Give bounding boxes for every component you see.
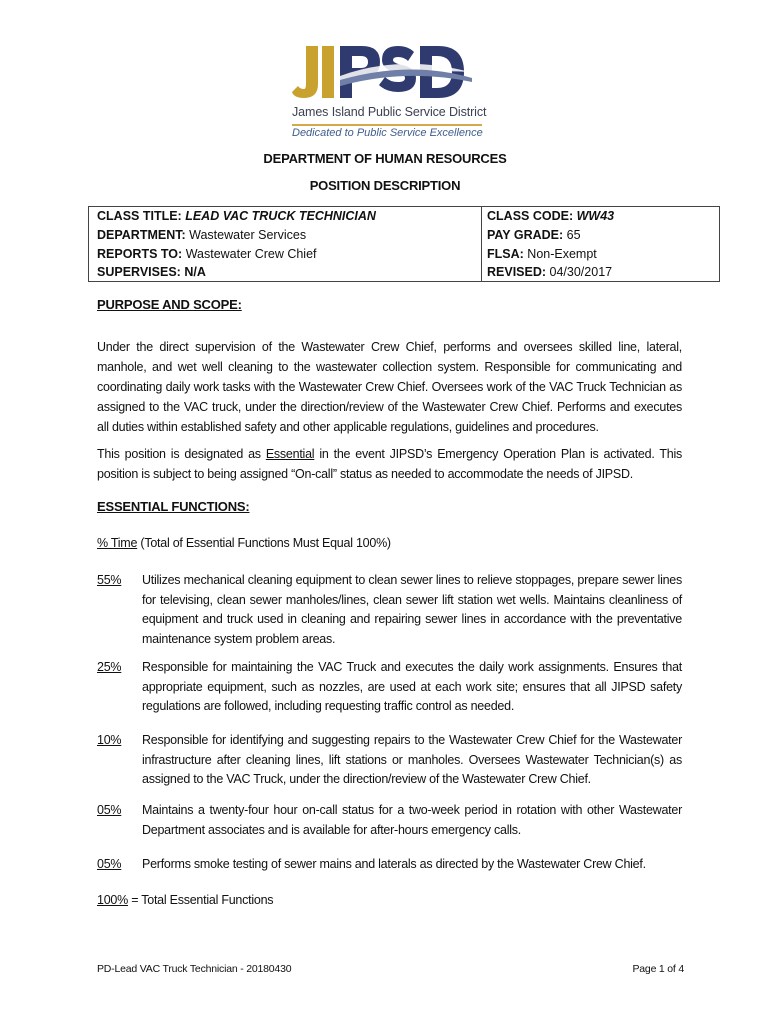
supervises-label: SUPERVISES: — [97, 265, 181, 279]
function-text: Maintains a twenty-four hour on-call status for a two-week period in rotation with other Wastewater Department associates and is available for after-hours emergency calls. — [142, 803, 682, 837]
class-code-row — [487, 207, 614, 226]
flsa-row — [487, 245, 597, 264]
department-heading: DEPARTMENT OF HUMAN RESOURCES — [263, 151, 507, 166]
jipsd-logo-mark — [292, 44, 486, 104]
revised-value: 04/30/2017 — [549, 265, 613, 279]
supervises-value: N/A — [184, 265, 206, 279]
flsa-label: FLSA: — [487, 247, 524, 261]
function-percent: 25% — [97, 660, 122, 674]
document-title: POSITION DESCRIPTION — [309, 178, 461, 193]
jipsd-logo — [292, 44, 486, 144]
reports-to-row — [97, 245, 317, 264]
department-value: Wastewater Services — [189, 228, 307, 242]
function-text: Performs smoke testing of sewer mains and laterals as directed by the Wastewater Crew Chief. — [142, 857, 646, 871]
essential-underlined: Essential — [265, 447, 315, 461]
position-info-table — [88, 206, 720, 282]
class-title-value: LEAD VAC TRUCK TECHNICIAN — [185, 209, 376, 223]
class-code-label: CLASS CODE: — [487, 209, 574, 223]
logo-subtitle: James Island Public Service District — [292, 105, 487, 119]
function-percent: 05% — [97, 857, 122, 871]
pay-grade-row — [487, 226, 581, 245]
total-text: = Total Essential Functions — [127, 893, 274, 907]
logo-divider — [292, 124, 482, 126]
function-text: Utilizes mechanical cleaning equipment to clean sewer lines to relieve stoppages, prepare sewer lines for televising, clean sewer manholes/lines, clean sewer lift station wet wells. Maintains cleanliness of equipment and truck used in cleaning and repairing sewer lines in accordance with the preventative maintenance system problem areas. — [142, 573, 682, 646]
essential-designation-paragraph — [97, 444, 682, 484]
class-title-row — [97, 207, 376, 226]
footer-document-id: PD-Lead VAC Truck Technician - 20180430 — [97, 963, 292, 975]
logo-tagline: Dedicated to Public Service Excellence — [292, 127, 483, 139]
revised-label: REVISED: — [487, 265, 547, 279]
total-line — [97, 891, 697, 911]
designation-text-end: in the event JIPSD’s Emergency Operation Plan is activated. This position is subject to being assigned “On-call” status as needed to accommodate the needs of JIPSD. — [97, 447, 682, 481]
purpose-paragraph: Under the direct supervision of the Wastewater Crew Chief, performs and oversees skilled line, lateral, manhole, and wet well cleaning to the wastewater collection system. Responsible for communicating and coordinating daily work tasks with the Wastewater Crew Chief. Oversees work of the VAC Truck Technician as assigned to the VAC truck, under the direction/review of the Wastewater Crew Chief. Performs and executes all duties within established safety and other applicable regulations, guidelines and procedures. — [97, 340, 682, 434]
supervises-row — [97, 263, 206, 282]
essential-functions-heading: ESSENTIAL FUNCTIONS: — [97, 499, 250, 514]
function-percent: 55% — [97, 573, 122, 587]
function-text: Responsible for identifying and suggesting repairs to the Wastewater Crew Chief for the Wastewater infrastructure after cleaning lines, lift stations or manholes. Oversees Wastewater Technician(s) as assigned to the VAC Truck, under the direction/review of the Wastewater Crew Chief. — [142, 733, 682, 786]
designation-text-start: This position is designated as — [97, 447, 266, 461]
reports-to-label: REPORTS TO: — [97, 247, 183, 261]
time-note — [97, 534, 697, 554]
purpose-heading: PURPOSE AND SCOPE: — [97, 297, 242, 312]
function-percent: 10% — [97, 733, 122, 747]
time-note-text: (Total of Essential Functions Must Equal 100%) — [137, 536, 391, 550]
class-title-label: CLASS TITLE: — [97, 209, 182, 223]
pay-grade-value: 65 — [566, 228, 581, 242]
footer-page-number: Page 1 of 4 — [632, 963, 684, 975]
department-row — [97, 226, 306, 245]
class-code-value: WW43 — [576, 209, 615, 223]
department-label: DEPARTMENT: — [97, 228, 186, 242]
function-percent: 05% — [97, 803, 122, 817]
table-divider — [481, 207, 482, 281]
time-label: % Time — [97, 536, 138, 550]
revised-row — [487, 263, 612, 282]
pay-grade-label: PAY GRADE: — [487, 228, 564, 242]
total-percent: 100% — [97, 893, 128, 907]
flsa-value: Non-Exempt — [527, 247, 597, 261]
function-text: Responsible for maintaining the VAC Truck and executes the daily work assignments. Ensures that appropriate equipment, such as nozzles, are used at each work site; ensures that all JIPSD safety regulations are followed, including requesting traffic control as needed. — [142, 660, 682, 713]
reports-to-value: Wastewater Crew Chief — [185, 247, 317, 261]
